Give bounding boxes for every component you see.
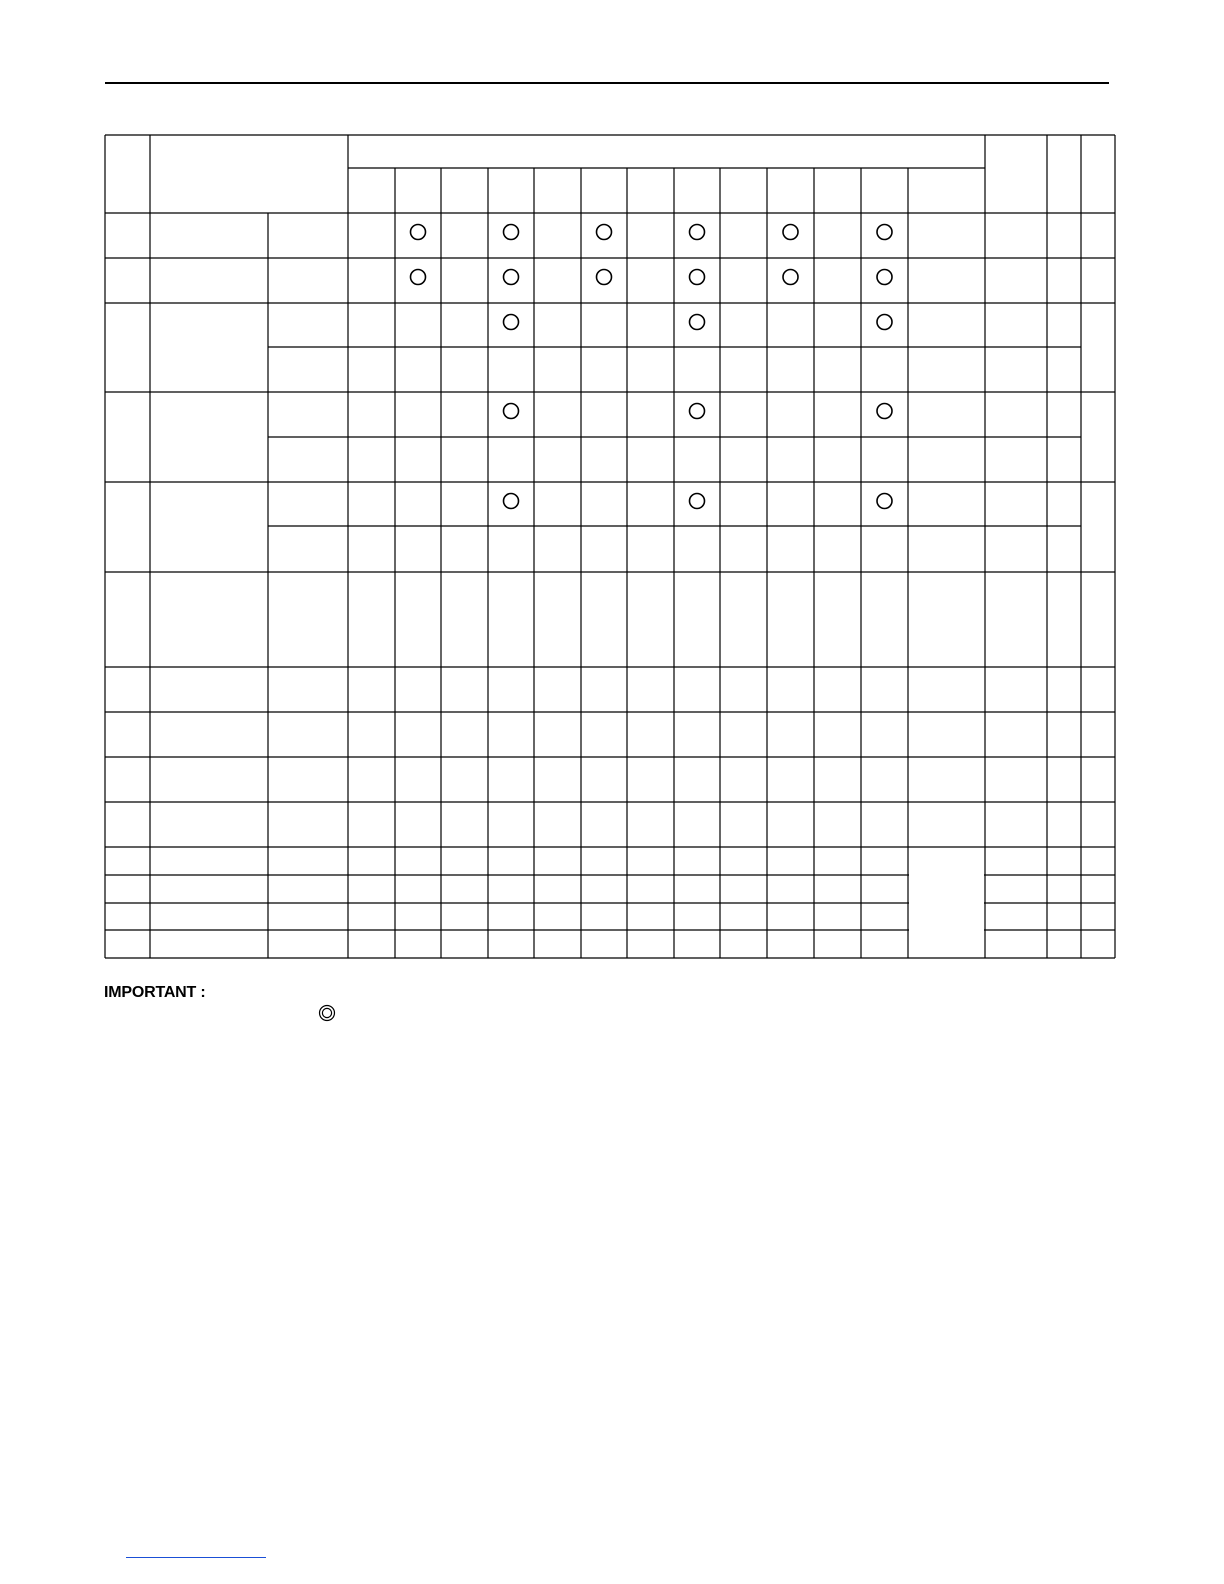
inspect-mark-icon xyxy=(877,404,892,419)
inspect-mark-icon xyxy=(783,270,798,285)
inspect-mark-icon xyxy=(690,315,705,330)
inspect-mark-icon xyxy=(690,225,705,240)
inspect-mark-icon xyxy=(690,494,705,509)
inspect-mark-icon xyxy=(690,404,705,419)
inspect-mark-icon xyxy=(783,225,798,240)
inspect-mark-icon xyxy=(877,315,892,330)
footer-link-line[interactable] xyxy=(126,1557,266,1558)
inspect-mark-icon xyxy=(411,270,426,285)
inspect-mark-icon xyxy=(877,225,892,240)
inspect-mark-icon xyxy=(877,494,892,509)
important-note-label: IMPORTANT : xyxy=(104,984,206,1001)
inspect-mark-icon xyxy=(597,270,612,285)
inspect-mark-icon xyxy=(504,225,519,240)
inspect-mark-icon xyxy=(504,494,519,509)
double-circle-icon xyxy=(318,1004,336,1022)
inspect-mark-icon xyxy=(877,270,892,285)
merged-cell-mask xyxy=(909,848,984,957)
inspect-mark-icon xyxy=(690,270,705,285)
inspect-mark-icon xyxy=(504,315,519,330)
inspect-mark-icon xyxy=(411,225,426,240)
inspect-mark-icon xyxy=(597,225,612,240)
inspect-mark-icon xyxy=(504,404,519,419)
inspect-mark-icon xyxy=(504,270,519,285)
